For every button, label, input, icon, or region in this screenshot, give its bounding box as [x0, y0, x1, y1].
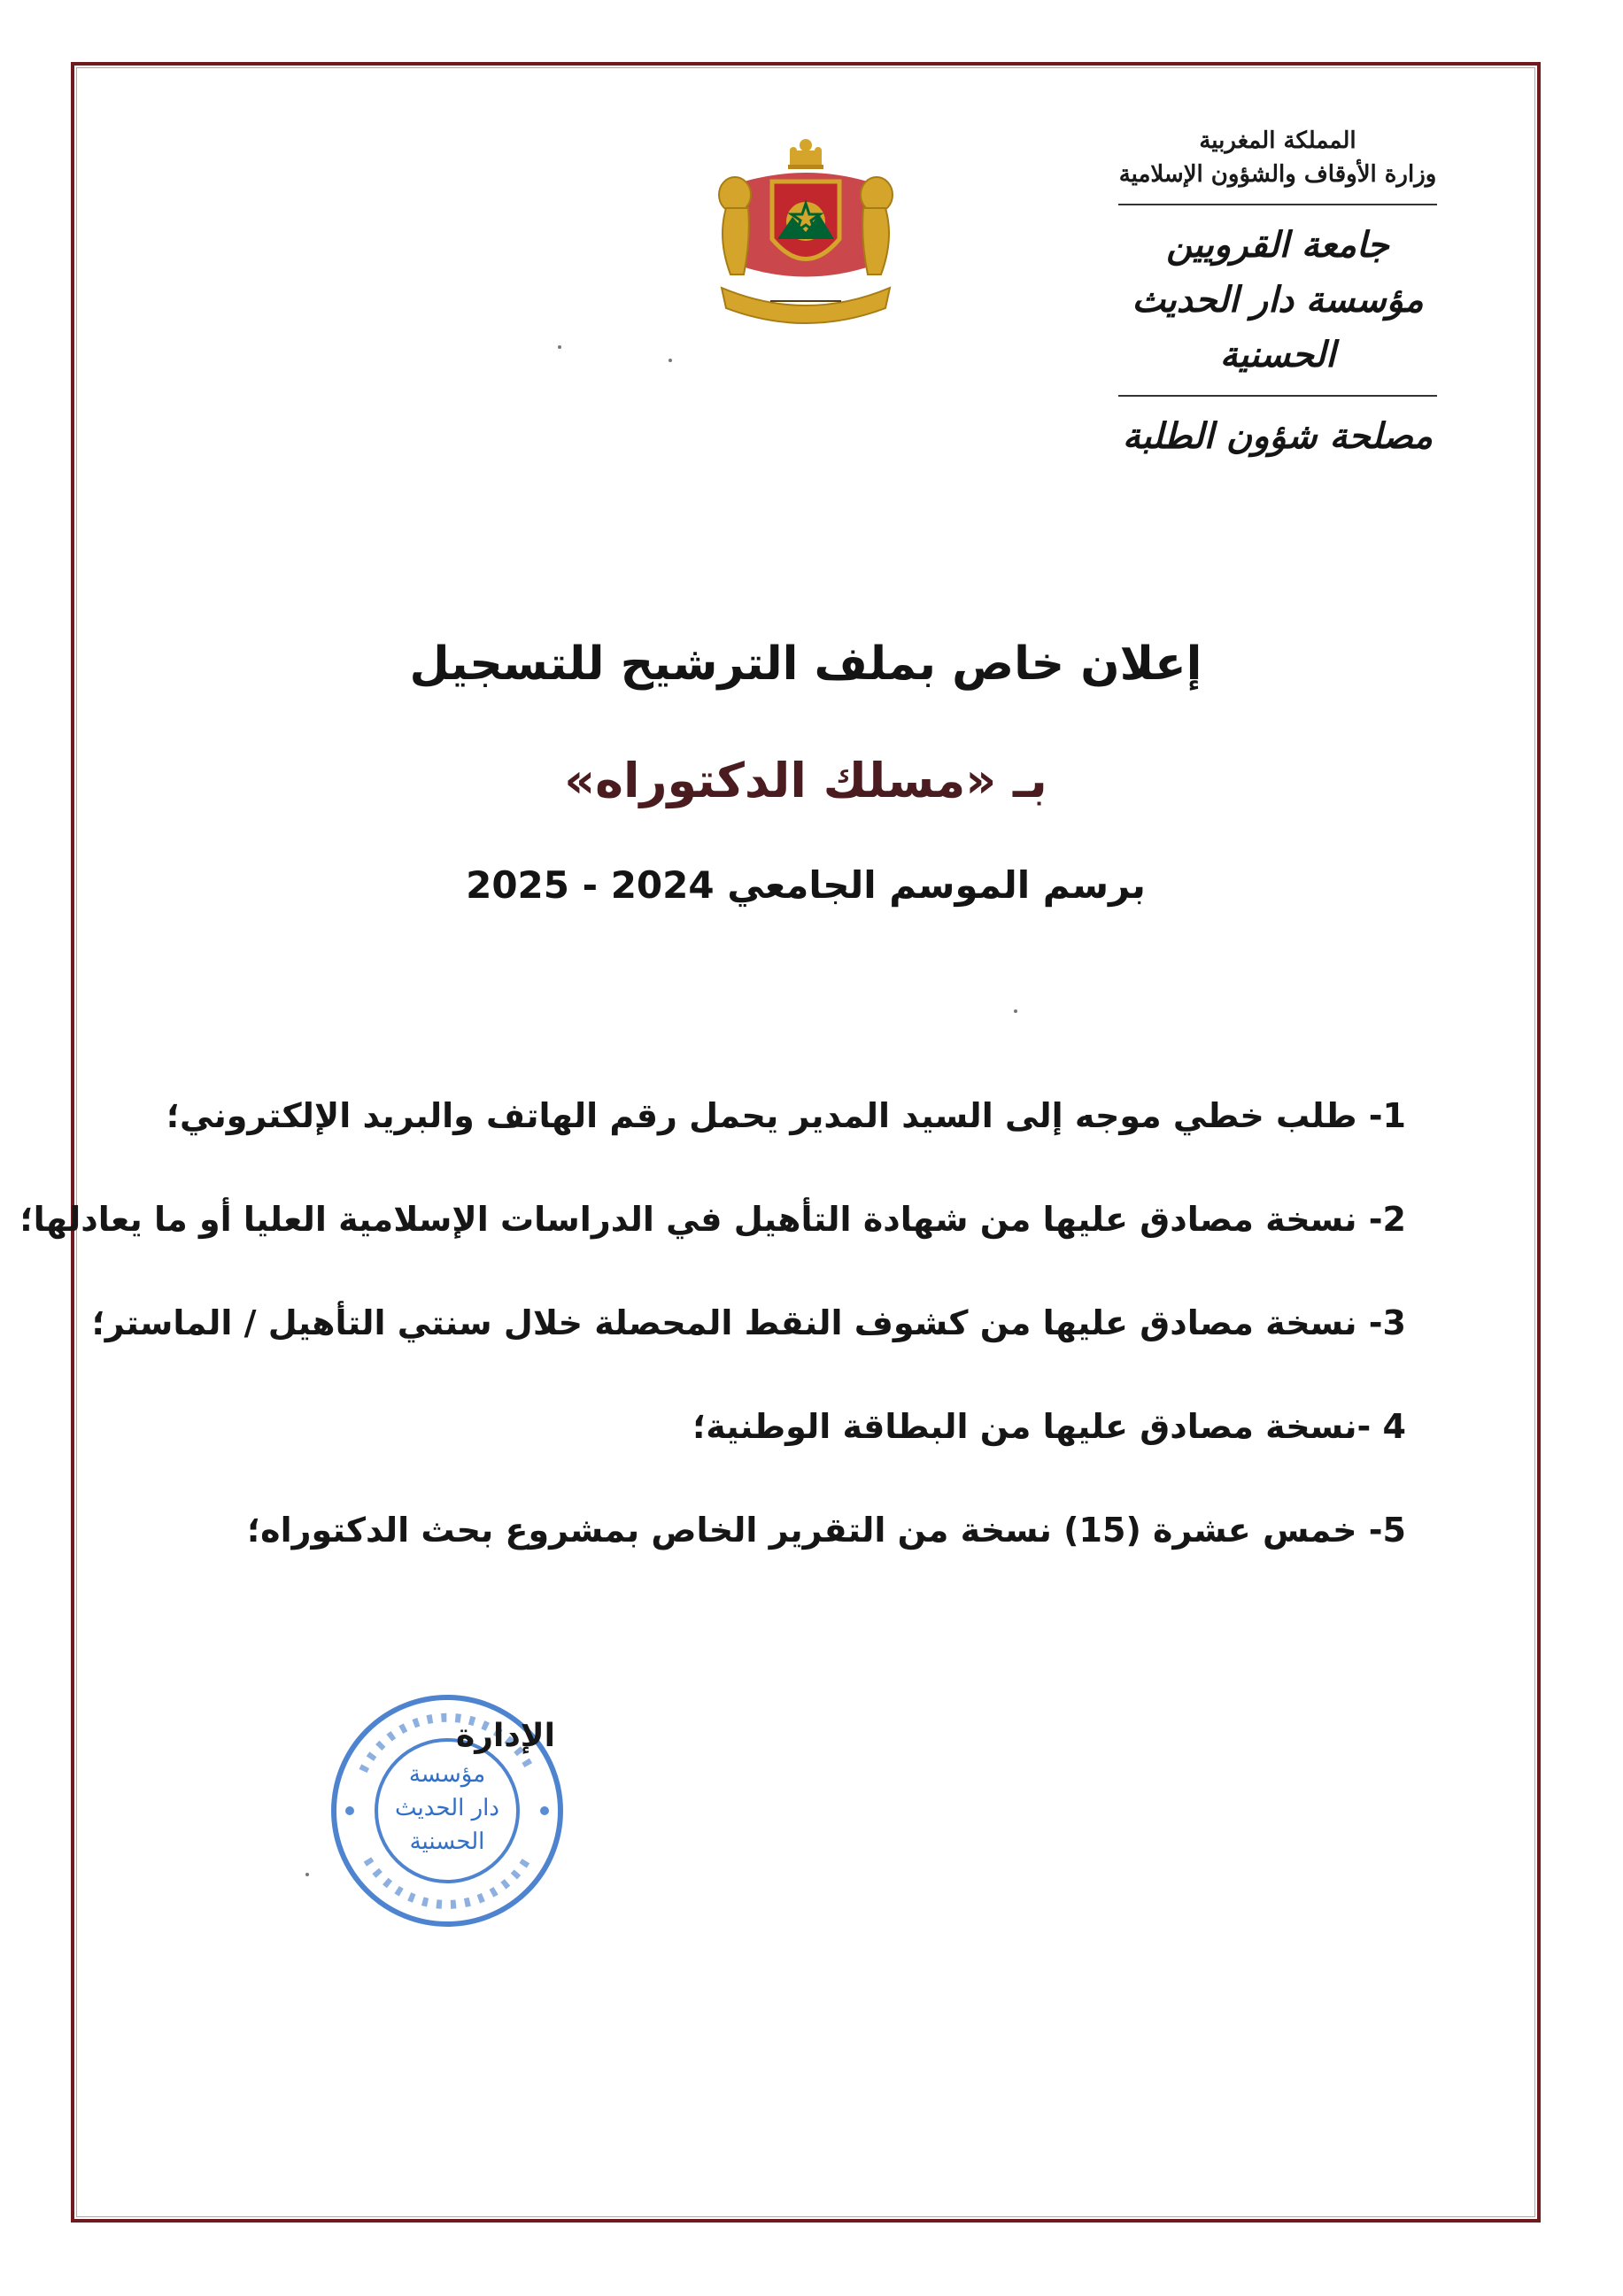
program-name: بـ «مسلك الدكتوراه» [564, 753, 1047, 808]
announcement-title: إعلان خاص بملف الترشيح للتسجيل [409, 638, 1202, 691]
list-item: 5- خمس عشرة (15) نسخة من التقرير الخاص بمشروع بحث الدكتوراه؛ [246, 1511, 1406, 1550]
stamp-line: دار الحديث [395, 1795, 499, 1821]
list-item: 1- طلب خطي موجه إلى السيد المدير يحمل رقم الهاتف والبريد الإلكتروني؛ [166, 1096, 1406, 1135]
stamp-line: الحسنية [409, 1828, 485, 1855]
administration-signature: الإدارة [456, 1718, 555, 1754]
stamp-text [323, 1758, 571, 1859]
letterhead [1092, 124, 1464, 464]
moroccan-coat-of-arms-icon [708, 133, 903, 328]
crown-icon [788, 139, 823, 169]
institution-name: مؤسسة دار الحديث الحسنية [1132, 279, 1424, 375]
list-item: 2- نسخة مصادق عليها من شهادة التأهيل في الدراسات الإسلامية العليا أو ما يعادلها؛ [19, 1200, 1406, 1239]
list-item: 3- نسخة مصادق عليها من كشوف النقط المحصلة خلال سنتي التأهيل / الماستر؛ [91, 1303, 1406, 1342]
scan-speck [1014, 1009, 1017, 1013]
university-name: جامعة القرويين [1166, 224, 1389, 266]
scan-speck [305, 1873, 309, 1876]
header-divider [1118, 395, 1437, 397]
kingdom-name: المملكة المغربية [1199, 128, 1356, 154]
academic-year: برسم الموسم الجامعي 2024 - 2025 [466, 863, 1146, 907]
scan-speck [558, 345, 561, 349]
stamp-line: مؤسسة [408, 1761, 486, 1788]
list-item: 4 -نسخة مصادق عليها من البطاقة الوطنية؛ [692, 1407, 1406, 1446]
ministry-name: وزارة الأوقاف والشؤون الإسلامية [1118, 161, 1437, 188]
requirements-list [19, 1094, 1406, 1612]
scan-speck [669, 359, 672, 362]
department-name: مصلحة شؤون الطلبة [1122, 415, 1434, 457]
header-divider [1118, 204, 1437, 205]
